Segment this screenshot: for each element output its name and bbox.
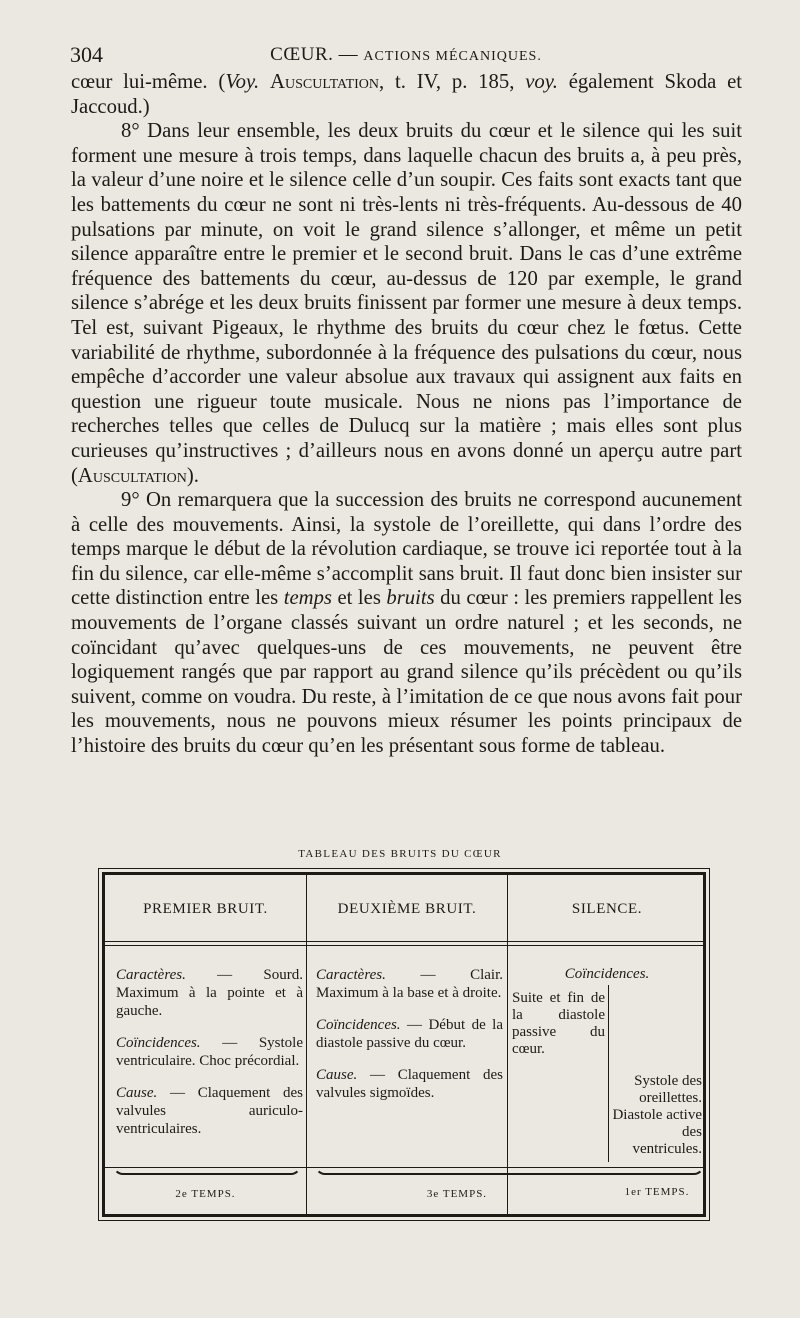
p3-temps: temps — [283, 587, 332, 610]
running-title-sub: ACTIONS MÉCANIQUES. — [363, 49, 542, 64]
premier-cause-text: — Claquement des valvules auriculo-ventriculaires. — [116, 1085, 303, 1137]
heart-sounds-table — [102, 872, 706, 1217]
header-silence: SILENCE. — [571, 901, 643, 917]
p3-text-a: 9° On remarquera que la succession des bruits ne correspond aucunement à celle des mouvements. Ainsi, la systole de l’oreillette, qui dans l’ordre des temps marque le début de la révolution cardiaque, se trouve ici reportée tout à la fin du silence, car elle-même s’accomplit sans bruit. Il faut donc bien insister sur cette distinction entre les — [71, 489, 742, 610]
silence-subdivider — [608, 985, 609, 1162]
premier-caracteres-label: Caractères. — [116, 967, 186, 983]
p2-text: 8° Dans leur ensemble, les deux bruits du cœur et le silence qui les suit forment une mesure à trois temps, dans laquelle chacun des bruits a, à peu près, la valeur d’une noire et le silence celle d’un soupir. Ces faits sont exacts tant que les battements du cœur ne sont ni très-lents ni très-fréquents. Au-dessous de 40 pulsations par minute, on voit le grand silence s’allonger, et même un petit silence apparaître entre le premier et le second bruit. Dans le cas d’une extrême fréquence des battements du cœur, au-dessus de 120 par exemple, le grand silence s’abrége et les deux bruits finissent par former une mesure à deux temps. Tel est, suivant Pigeaux, le rhythme des bruits du cœur chez le fœtus. Cette variabilité de rhythme, subordonnée à la fréquence des pulsations du cœur, nous empêche d’accorder une valeur absolue aux travaux qui assignent aux faits en question une rigueur toute musicale. Nous ne nions pas l’importance de recherches telles que celles de Dulucq sur la matière ; mais elles sont plus curieuses qu’instructives ; d’ailleurs nous en avons donné un aperçu autre part ( — [71, 120, 742, 487]
label-2e-temps: 2e TEMPS. — [175, 1188, 236, 1200]
deuxieme-caracteres-label: Caractères. — [316, 967, 386, 983]
deuxieme-cause-label: Cause. — [316, 1067, 358, 1083]
label-3e-temps: 3e TEMPS. — [426, 1188, 488, 1200]
p1-voy-2: voy. — [525, 71, 558, 93]
column-divider-2 — [507, 875, 508, 1214]
cell-silence-right: Systole des oreillettes. Diastole active des ventricules. — [612, 1073, 702, 1157]
p1-text-b: , t. IV, p. 185, — [379, 71, 526, 93]
p1-text-a: cœur lui-même. ( — [71, 71, 226, 93]
premier-coincidences-text: — Systole ventriculaire. Choc précordial. — [116, 1035, 303, 1069]
running-title-main: CŒUR. — [270, 44, 334, 65]
page-number: 304 — [70, 42, 103, 67]
label-1er-temps: 1er TEMPS. — [624, 1186, 690, 1198]
p3-bruits: bruits — [386, 587, 435, 610]
premier-coincidences-label: Coïncidences. — [116, 1035, 201, 1051]
body-text — [71, 70, 742, 759]
paragraph-9 — [71, 488, 742, 759]
p1-voy-1: Voy. — [225, 71, 260, 93]
header-rule-1 — [105, 941, 703, 942]
silence-coincidences-text: Coïncidences. — [564, 966, 650, 982]
p1-text-c: également Skoda et Jaccoud.) — [71, 71, 743, 118]
header-rule-2 — [105, 945, 703, 946]
p1-space — [259, 71, 270, 93]
brace-3e-temps — [315, 1165, 704, 1175]
premier-caracteres-text: — Sourd. Maximum à la pointe et à gauche. — [116, 967, 303, 1019]
deuxieme-cause-text: — Claquement des valvules sigmoïdes. — [316, 1067, 503, 1101]
p2-auscultation: Auscultation — [77, 464, 187, 487]
column-divider-1 — [306, 875, 307, 1214]
deuxieme-coincidences-text: — Début de la diastole passive du cœur. — [316, 1017, 503, 1051]
silence-coincidences-label — [508, 965, 706, 983]
deuxieme-coincidences-label: Coïncidences. — [316, 1017, 401, 1033]
header-deuxieme-bruit: DEUXIÈME BRUIT. — [337, 901, 477, 917]
running-title — [70, 44, 742, 66]
p3-text-c: du cœur : les premiers rappellent les mouvements de l’organe classés suivant un ordre naturel ; et les seconds, ne coïncidant qu’avec quelques-uns de ces mouvements, ne peuvent être logiquement rangés que par rapport au grand silence qu’ils précèdent ou qu’ils suivent, comme on voudra. Du reste, à l’imitation de ce que nous avons fait pour les mouvements, nous ne pouvons mieux résumer les points principaux de l’histoire des bruits du cœur qu’en les présentant sous forme de tableau. — [71, 587, 742, 758]
brace-2e-temps — [113, 1165, 301, 1175]
running-title-separator: — — [333, 44, 364, 65]
cell-premier-bruit — [116, 966, 303, 1152]
cell-deuxieme-bruit — [316, 966, 503, 1116]
cell-silence-left: Suite et fin de la diastole passive du cœur. — [512, 990, 605, 1057]
header-premier-bruit: PREMIER BRUIT. — [143, 901, 268, 917]
paragraph-8 — [71, 119, 742, 488]
deuxieme-caracteres-text: — Clair. Maximum à la base et à droite. — [316, 967, 503, 1001]
paragraph-continuation — [71, 70, 742, 119]
page-header — [70, 42, 742, 70]
premier-cause-label: Cause. — [116, 1085, 158, 1101]
p1-auscultation: Auscultation — [270, 71, 380, 93]
p2-end: ). — [186, 464, 199, 487]
p3-text-b: et les — [331, 587, 387, 610]
table-title: TABLEAU DES BRUITS DU CŒUR — [298, 848, 502, 860]
